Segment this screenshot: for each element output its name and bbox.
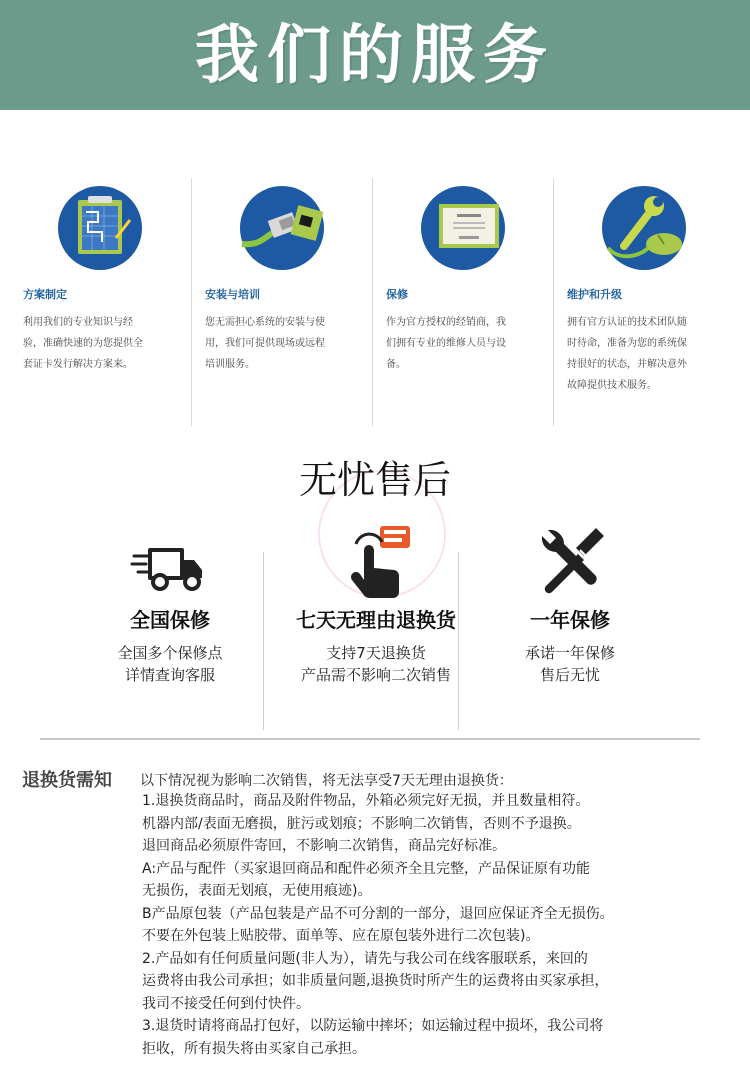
service-desc-line: 套证卡发行解决方案来。 bbox=[23, 359, 133, 370]
feature-title: 全国保修 bbox=[130, 608, 210, 632]
service-desc-line: 作为官方授权的经销商，我 bbox=[386, 317, 506, 328]
service-desc-line: 备。 bbox=[386, 359, 406, 370]
after-sales-title: 无忧售后 bbox=[298, 458, 451, 502]
notice-line: B产品原包装（产品包装是产品不可分割的一部分，退回应保证齐全无损伤。 bbox=[142, 905, 614, 922]
service-description bbox=[386, 312, 536, 375]
service-title: 保修 bbox=[386, 288, 408, 301]
hand-touch-icon bbox=[336, 520, 416, 600]
service-desc-line: 培训服务。 bbox=[205, 359, 255, 370]
service-item-maintenance bbox=[554, 176, 736, 426]
service-description bbox=[23, 312, 173, 375]
service-desc-line: 用，我们可提供现场或远程 bbox=[205, 338, 325, 349]
blueprint-icon bbox=[58, 186, 142, 270]
feature-line: 全国多个保修点 bbox=[117, 644, 223, 662]
page-title: 我们的服务 bbox=[195, 19, 555, 93]
service-desc-line: 利用我们的专业知识与经 bbox=[23, 317, 133, 328]
services-section bbox=[10, 176, 740, 426]
return-notice-label: 退换货需知 bbox=[22, 770, 112, 791]
service-description bbox=[567, 312, 717, 396]
feature-one-year-warranty bbox=[470, 520, 670, 732]
service-title: 安装与培训 bbox=[205, 288, 260, 301]
notice-line: 机器内部/表面无磨损，脏污或划痕；不影响二次销售，否则不予退换。 bbox=[142, 815, 581, 832]
service-item-install bbox=[192, 176, 374, 426]
service-desc-line: 们拥有专业的维修人员与设 bbox=[386, 338, 506, 349]
service-item-warranty bbox=[373, 176, 555, 426]
feature-line: 售后无忧 bbox=[539, 666, 600, 684]
notice-line: 3.退货时请将商品打包好，以防运输中摔坏；如运输过程中损坏，我公司将 bbox=[142, 1018, 604, 1034]
service-desc-line: 持很好的状态，并解决意外 bbox=[567, 359, 687, 370]
feature-line: 承诺一年保修 bbox=[524, 644, 615, 662]
notice-line: 拒收，所有损失将由买家自己承担。 bbox=[142, 1040, 366, 1057]
notice-line: 2.产品如有任何质量问题(非人为），请先与我公司在线客服联系，来回的 bbox=[142, 950, 588, 967]
service-title: 维护和升级 bbox=[567, 288, 622, 301]
divider bbox=[458, 552, 459, 730]
feature-seven-day-return bbox=[276, 520, 476, 732]
feature-line: 详情查询客服 bbox=[124, 666, 215, 684]
service-desc-line: 验，准确快速的为您提供全 bbox=[23, 338, 143, 349]
wrench-mouse-icon bbox=[602, 186, 686, 270]
after-sales-features bbox=[70, 520, 690, 732]
certificate-icon bbox=[421, 186, 505, 270]
header-banner bbox=[0, 0, 750, 110]
feature-title: 七天无理由退换货 bbox=[296, 608, 456, 632]
service-desc-line: 故障提供技术服务。 bbox=[567, 380, 657, 391]
divider bbox=[263, 552, 264, 730]
return-notice-intro: 以下情况视为影响二次销售，将无法享受7天无理由退换货： bbox=[140, 773, 513, 789]
notice-line: 1.退换货商品时，商品及附件物品，外箱必须完好无损，并且数量相符。 bbox=[142, 793, 590, 809]
notice-line: 无损伤，表面无划痕，无使用痕迹)。 bbox=[142, 883, 372, 899]
feature-nationwide-warranty bbox=[70, 520, 270, 732]
service-desc-line: 您无需担心系统的安装与使 bbox=[205, 317, 325, 328]
delivery-truck-icon bbox=[130, 520, 210, 600]
notice-line: 我司不接受任何到付快件。 bbox=[142, 995, 310, 1012]
network-cable-icon bbox=[240, 186, 324, 270]
service-description bbox=[205, 312, 355, 375]
service-desc-line: 时待命，准备为您的系统保 bbox=[567, 338, 687, 349]
feature-line: 支持7天退换货 bbox=[326, 644, 426, 662]
service-desc-line: 拥有官方认证的技术团队随 bbox=[567, 317, 687, 328]
notice-line: 不要在外包装上贴胶带、面单等、应在原包装外进行二次包装)。 bbox=[142, 928, 540, 944]
section-divider bbox=[40, 738, 700, 740]
notice-line: A:产品与配件（买家退回商品和配件必须齐全且完整，产品保证原有功能 bbox=[142, 860, 591, 877]
wrench-screwdriver-icon bbox=[530, 520, 610, 600]
return-notice-body bbox=[142, 790, 712, 1060]
service-item-plan bbox=[10, 176, 192, 426]
notice-line: 退回商品必须原件寄回，不影响二次销售，商品完好标准。 bbox=[142, 838, 506, 854]
feature-title: 一年保修 bbox=[530, 608, 610, 632]
service-title: 方案制定 bbox=[23, 288, 67, 301]
feature-line: 产品需不影响二次销售 bbox=[300, 666, 451, 684]
notice-line: 运费将由我公司承担；如非质量问题,退换货时所产生的运费将由买家承担， bbox=[142, 973, 609, 989]
